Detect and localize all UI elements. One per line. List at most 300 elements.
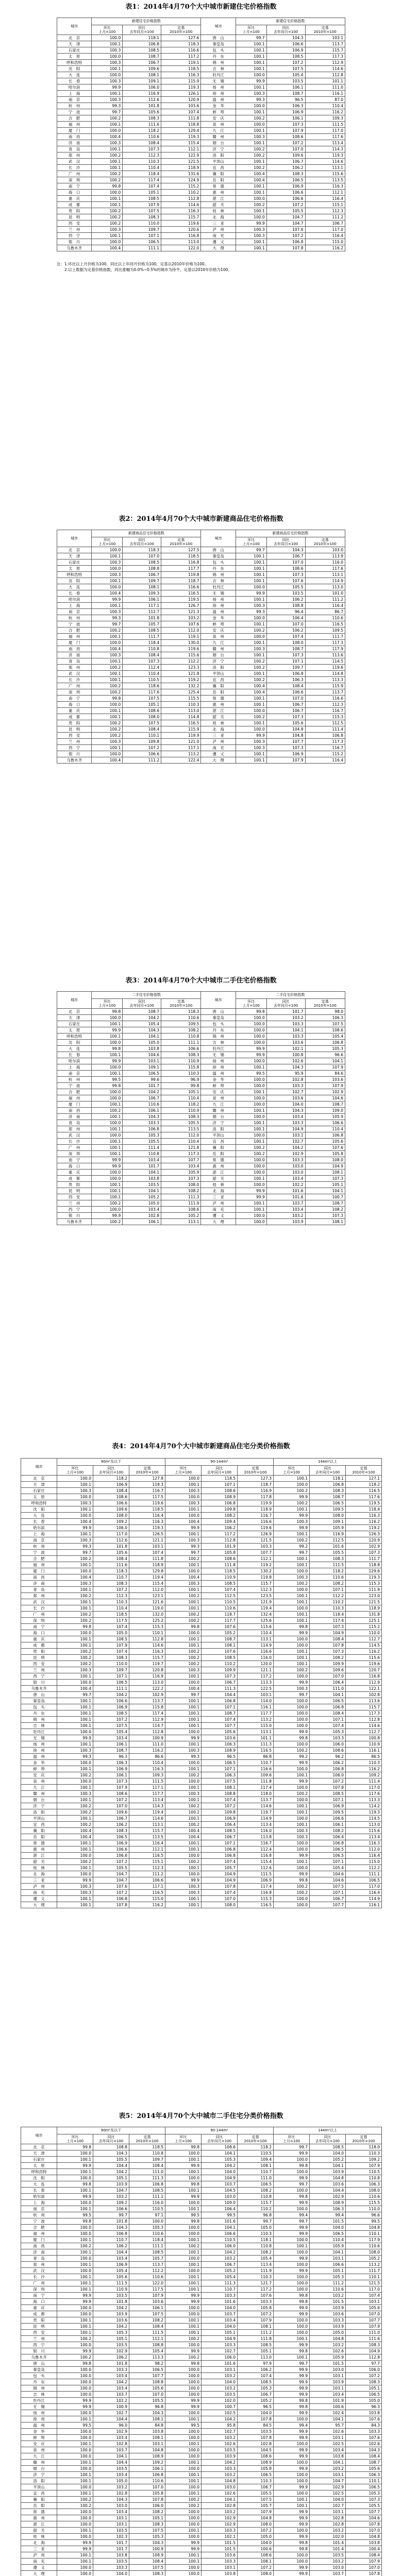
index-value: 106.3 — [346, 2181, 382, 2188]
index-value: 119.3 — [305, 152, 345, 159]
index-value: 109.2 — [129, 2460, 165, 2466]
index-value: 127.5 — [161, 547, 201, 553]
index-value: 99.9 — [92, 1058, 123, 1064]
index-value: 116.7 — [305, 745, 345, 751]
index-value: 105.1 — [123, 702, 161, 708]
index-value: 100.0 — [165, 2200, 202, 2206]
index-value: 100.1 — [274, 1772, 310, 1778]
index-value: 107.9 — [93, 1785, 129, 1791]
index-value: 111.0 — [310, 1686, 346, 1692]
index-value: 116.5 — [161, 720, 201, 726]
index-value: 108.5 — [238, 2379, 274, 2385]
index-value: 100.1 — [92, 202, 123, 208]
index-value: 117.6 — [346, 1791, 382, 1797]
index-value: 99.5 — [165, 2212, 202, 2218]
index-value: 107.8 — [310, 1642, 346, 1649]
table-title: 表2：2014年4月70个大中城市新建商品住宅价格指数 — [119, 515, 283, 523]
index-value: 105.6 — [266, 720, 305, 726]
index-value: 111.1 — [129, 2194, 165, 2200]
index-value: 100.0 — [57, 1513, 93, 1519]
index-value: 100.1 — [165, 2490, 202, 2497]
index-value: 130.2 — [238, 1568, 274, 1574]
index-value: 100.0 — [92, 1095, 123, 1101]
index-value: 118.8 — [161, 122, 201, 128]
index-value: 104.9 — [266, 1126, 305, 1132]
city-name: 广 州 — [21, 2280, 57, 2286]
index-value: 100.0 — [236, 584, 266, 590]
table-row — [57, 1207, 345, 1213]
city-name: 兰 州 — [21, 1667, 57, 1673]
city-name: 南 宁 — [57, 696, 92, 702]
index-value: 112.7 — [123, 609, 161, 615]
index-value: 110.7 — [238, 1760, 274, 1766]
index-value: 104.8 — [266, 726, 305, 733]
index-value: 107.2 — [238, 2311, 274, 2317]
index-value: 99.5 — [57, 2212, 93, 2218]
index-value: 100.1 — [236, 621, 266, 628]
index-value: 117.6 — [305, 134, 345, 140]
index-value: 104.9 — [202, 2175, 238, 2181]
index-value: 105.0 — [93, 2478, 129, 2484]
index-value: 104.1 — [93, 2453, 129, 2460]
index-value: 100.1 — [57, 1482, 93, 1488]
index-value: 99.9 — [274, 1525, 310, 1531]
index-value: 108.3 — [310, 1556, 346, 1562]
index-value: 100.1 — [165, 2460, 202, 2466]
index-value: 104.7 — [93, 2188, 129, 2194]
index-value: 108.1 — [238, 2163, 274, 2169]
index-value: 113.4 — [238, 2262, 274, 2268]
city-name: 沈 阳 — [21, 2175, 57, 2181]
index-value: 99.7 — [165, 1692, 202, 1698]
table-row — [57, 177, 345, 183]
index-value: 108.5 — [266, 54, 305, 60]
index-value: 107.4 — [129, 1550, 165, 1556]
city-name: 南 充 — [201, 233, 236, 239]
city-name: 牡丹江 — [21, 1729, 57, 1735]
index-value: 100.3 — [165, 1667, 202, 1673]
table-row — [21, 2453, 382, 2460]
index-value: 104.4 — [93, 2416, 129, 2422]
index-value: 101.6 — [202, 2299, 238, 2305]
index-value: 100.1 — [236, 702, 266, 708]
index-value: 100.2 — [92, 665, 123, 671]
index-value: 97.9 — [238, 2361, 274, 2367]
index-value: 86.5 — [346, 1754, 382, 1760]
table-row — [57, 1108, 345, 1114]
index-value: 100.0 — [274, 2528, 310, 2534]
index-value: 111.6 — [123, 122, 161, 128]
index-value: 106.3 — [266, 103, 305, 109]
table-row — [21, 2571, 382, 2576]
index-value: 127.8 — [129, 1476, 165, 1482]
index-value: 100.0 — [274, 2552, 310, 2558]
index-value: 101.9 — [202, 1544, 238, 1550]
index-value: 116.1 — [346, 1902, 382, 1908]
table-row — [21, 1772, 382, 1778]
index-value: 103.8 — [202, 2571, 238, 2576]
index-value: 106.8 — [129, 2472, 165, 2478]
table-row — [21, 1642, 382, 1649]
table-row — [57, 208, 345, 214]
index-value: 113.2 — [161, 751, 201, 757]
index-value: 100.1 — [57, 1785, 93, 1791]
index-value: 112.4 — [238, 1846, 274, 1853]
index-value: 100.0 — [165, 2534, 202, 2540]
index-value: 100.1 — [57, 1741, 93, 1748]
index-value: 103.3 — [93, 2367, 129, 2373]
city-name: 牡丹江 — [201, 1046, 236, 1052]
table-row — [57, 553, 345, 560]
index-value: 106.8 — [305, 1132, 345, 1139]
table-row — [21, 2472, 382, 2478]
index-value: 115.9 — [305, 683, 345, 689]
index-value: 112.6 — [93, 1537, 129, 1544]
table-row — [21, 2262, 382, 2268]
index-value: 110.3 — [161, 702, 201, 708]
table-row — [21, 1902, 382, 1908]
index-value: 96.6 — [305, 1052, 345, 1058]
index-value: 107.9 — [346, 2163, 382, 2169]
index-value: 116.8 — [346, 1673, 382, 1680]
index-value: 115.2 — [161, 183, 201, 190]
index-value: 107.0 — [346, 2565, 382, 2571]
table-row — [21, 1809, 382, 1816]
index-value: 100.1 — [92, 677, 123, 683]
index-value: 102.9 — [93, 2429, 129, 2435]
index-value: 106.5 — [346, 1877, 382, 1884]
index-value: 100.1 — [165, 1717, 202, 1723]
index-value: 110.3 — [123, 159, 161, 165]
table-row — [21, 1519, 382, 1525]
index-value: 99.8 — [165, 2361, 202, 2367]
index-value: 100.3 — [92, 609, 123, 615]
index-value: 110.4 — [161, 1139, 201, 1145]
index-value: 106.1 — [129, 2305, 165, 2311]
index-value: 105.7 — [202, 1865, 238, 1871]
index-value: 106.8 — [129, 2181, 165, 2188]
index-value: 99.8 — [92, 183, 123, 190]
index-value: 103.9 — [202, 2453, 238, 2460]
table-row — [57, 572, 345, 578]
index-value: 100.1 — [165, 2188, 202, 2194]
table-row — [21, 2311, 382, 2317]
city-name: 大 连 — [21, 1513, 57, 1519]
index-value: 99.3 — [57, 1544, 93, 1550]
index-value: 103.0 — [202, 2484, 238, 2490]
index-value: 104.6 — [123, 1052, 161, 1058]
index-value: 106.6 — [202, 2231, 238, 2237]
index-value: 103.6 — [310, 2181, 346, 2188]
table-row — [57, 109, 345, 115]
table-note: 注：1.环比以上月价格为100，同比以上年同月价格为100，定基以2010年价格为100。 — [57, 262, 209, 266]
index-value: 119.3 — [161, 134, 201, 140]
index-value: 100.1 — [57, 2237, 93, 2243]
index-value: 102.5 — [310, 2490, 346, 2497]
index-value: 100.1 — [236, 1139, 266, 1145]
index-value: 100.3 — [92, 60, 123, 66]
index-value: 104.1 — [202, 2150, 238, 2157]
table-row — [21, 1859, 382, 1865]
table-row — [21, 1754, 382, 1760]
index-value: 110.5 — [202, 2237, 238, 2243]
index-value: 100.2 — [92, 733, 123, 739]
table-row — [21, 1735, 382, 1741]
index-value: 105.4 — [305, 1033, 345, 1040]
index-value: 106.9 — [202, 1816, 238, 1822]
city-name: 锦 州 — [201, 572, 236, 578]
index-value: 132.0 — [129, 1612, 165, 1618]
column-subheader: 同比 去年同月=100 — [93, 1465, 129, 1475]
index-value: 100.0 — [236, 214, 266, 221]
index-value: 99.9 — [165, 2194, 202, 2200]
index-value: 100.2 — [57, 1859, 93, 1865]
index-value: 100.0 — [165, 2509, 202, 2515]
index-value: 100.1 — [57, 2249, 93, 2256]
index-value: 100.0 — [274, 2478, 310, 2484]
index-value: 102.8 — [93, 2441, 129, 2447]
index-value: 112.8 — [129, 1636, 165, 1642]
index-value: 110.0 — [93, 1661, 129, 1667]
index-value: 100.4 — [57, 1574, 93, 1581]
index-value: 99.4 — [310, 2212, 346, 2218]
index-value: 108.4 — [123, 140, 161, 146]
city-name: 宜 昌 — [201, 165, 236, 171]
index-value: 100.0 — [57, 2447, 93, 2453]
index-value: 100.1 — [57, 1587, 93, 1593]
city-name: 北 海 — [201, 1188, 236, 1194]
index-value: 109.6 — [123, 66, 161, 72]
table-row — [57, 1151, 345, 1157]
index-value: 104.3 — [266, 35, 305, 41]
index-value: 115.7 — [346, 1704, 382, 1710]
index-value: 112.4 — [123, 665, 161, 671]
index-value: 107.0 — [266, 621, 305, 628]
index-value: 107.3 — [123, 658, 161, 665]
index-value: 113.1 — [305, 165, 345, 171]
index-value: 108.2 — [202, 1513, 238, 1519]
index-value: 100.2 — [57, 1618, 93, 1624]
table-row — [21, 1680, 382, 1686]
index-value: 100.2 — [92, 214, 123, 221]
index-value: 100.0 — [92, 1089, 123, 1095]
index-value: 100.2 — [165, 1859, 202, 1865]
index-value: 106.3 — [310, 2206, 346, 2212]
index-value: 100.0 — [274, 1587, 310, 1593]
table-row — [21, 1828, 382, 1834]
index-value: 98.2 — [129, 2361, 165, 2367]
city-name: 丹 东 — [201, 1027, 236, 1033]
index-value: 103.4 — [93, 2472, 129, 2478]
index-value: 100.2 — [236, 165, 266, 171]
city-name: 三 亚 — [201, 221, 236, 227]
index-value: 99.2 — [274, 1754, 310, 1760]
index-value: 98.0 — [305, 1009, 345, 1015]
index-value: 119.0 — [129, 1605, 165, 1612]
index-value: 103.2 — [266, 1213, 305, 1219]
index-value: 99.9 — [274, 2453, 310, 2460]
index-value: 110.3 — [346, 2150, 382, 2157]
index-value: 108.5 — [202, 1581, 238, 1587]
index-value: 111.5 — [93, 2280, 129, 2286]
index-value: 106.5 — [93, 1680, 129, 1686]
index-value: 110.6 — [346, 2194, 382, 2200]
index-value: 118.4 — [346, 1506, 382, 1513]
index-value: 112.8 — [202, 1537, 238, 1544]
index-value: 100.2 — [236, 677, 266, 683]
city-name: 昆 明 — [57, 214, 92, 221]
table-row — [57, 60, 345, 66]
table-row — [21, 2441, 382, 2447]
index-value: 113.3 — [238, 1680, 274, 1686]
city-name: 包 头 — [21, 2373, 57, 2379]
index-value: 100.0 — [92, 751, 123, 757]
city-name: 包 头 — [201, 47, 236, 54]
index-value: 100.0 — [92, 640, 123, 646]
index-value: 117.6 — [123, 689, 161, 696]
index-value: 101.4 — [310, 2546, 346, 2552]
table-title: 表1：2014年4月70个大中城市新建住宅价格指数 — [125, 3, 277, 11]
index-value: 108.4 — [93, 1556, 129, 1562]
index-value: 100.1 — [274, 1822, 310, 1828]
index-value: 103.1 — [346, 2299, 382, 2305]
index-value: 100.2 — [165, 1809, 202, 1816]
index-value: 100.0 — [274, 2286, 310, 2293]
index-value: 99.9 — [165, 2546, 202, 2552]
index-value: 113.1 — [129, 1822, 165, 1828]
index-value: 100.2 — [165, 2336, 202, 2342]
index-value: 104.4 — [202, 1692, 238, 1698]
index-value: 101.7 — [93, 2540, 129, 2546]
table-row — [57, 103, 345, 109]
index-value: 103.1 — [310, 2472, 346, 2478]
index-value: 112.2 — [346, 1865, 382, 1871]
index-value: 107.1 — [202, 1766, 238, 1772]
index-value: 99.8 — [165, 2181, 202, 2188]
index-value: 108.0 — [123, 714, 161, 720]
column-subheader: 定基 2010年=100 — [305, 25, 345, 35]
index-value: 100.0 — [57, 2521, 93, 2528]
index-value: 107.1 — [93, 1673, 129, 1680]
index-value: 105.5 — [238, 2490, 274, 2497]
city-name: 厦 门 — [57, 640, 92, 646]
index-value: 108.4 — [346, 2453, 382, 2460]
index-value: 103.1 — [238, 1692, 274, 1698]
index-value: 100.3 — [165, 1884, 202, 1890]
index-value: 100.0 — [236, 1033, 266, 1040]
index-value: 106.2 — [266, 628, 305, 634]
index-value: 103.3 — [202, 2528, 238, 2534]
table-row — [21, 1686, 382, 1692]
index-value: 100.0 — [236, 103, 266, 109]
index-value: 99.9 — [274, 2373, 310, 2379]
index-value: 105.0 — [238, 2534, 274, 2540]
index-value: 101.1 — [305, 78, 345, 84]
index-value: 99.7 — [238, 2218, 274, 2225]
index-value: 106.2 — [93, 2243, 129, 2249]
city-name: 韶 关 — [201, 714, 236, 720]
index-value: 108.8 — [129, 2379, 165, 2385]
index-value: 107.6 — [266, 227, 305, 233]
table-row — [21, 2460, 382, 2466]
table-row — [21, 2150, 382, 2157]
index-value: 99.9 — [274, 2509, 310, 2515]
index-value: 100.2 — [165, 1556, 202, 1562]
index-value: 109.8 — [202, 1506, 238, 1513]
index-value: 99.7 — [93, 2212, 129, 2218]
table-row — [57, 566, 345, 572]
city-name: 北 海 — [201, 214, 236, 221]
index-value: 108.7 — [123, 1009, 161, 1015]
index-value: 123.0 — [346, 1593, 382, 1599]
index-value: 100.2 — [92, 1219, 123, 1225]
table-row — [21, 1692, 382, 1698]
index-value: 100.1 — [165, 2330, 202, 2336]
city-name: 南 京 — [57, 1071, 92, 1077]
city-name: 锦 州 — [21, 2385, 57, 2392]
index-value: 100.1 — [165, 1587, 202, 1593]
index-value: 119.9 — [238, 1500, 274, 1506]
index-value: 107.2 — [93, 1717, 129, 1723]
city-name: 银 川 — [21, 2348, 57, 2354]
index-value: 100.1 — [165, 1673, 202, 1680]
index-value: 99.9 — [274, 2515, 310, 2521]
index-value: 117.0 — [346, 1884, 382, 1890]
city-name: 温 州 — [201, 1071, 236, 1077]
index-value: 99.5 — [165, 2422, 202, 2429]
index-value: 100.1 — [165, 2274, 202, 2280]
table-title: 表3：2014年4月70个大中城市二手住宅价格指数 — [125, 977, 277, 985]
index-value: 105.0 — [238, 2225, 274, 2231]
index-value: 115.5 — [161, 696, 201, 702]
table-row — [21, 2299, 382, 2305]
city-name: 湛 江 — [201, 708, 236, 714]
index-value: 100.1 — [57, 2274, 93, 2280]
index-value: 106.6 — [161, 1046, 201, 1052]
index-value: 96.9 — [161, 1077, 201, 1083]
index-value: 101.1 — [238, 1735, 274, 1741]
city-name: 长 沙 — [57, 165, 92, 171]
index-value: 112.9 — [305, 60, 345, 66]
index-value: 100.2 — [92, 208, 123, 214]
index-value: 100.2 — [165, 1772, 202, 1778]
index-value: 100.1 — [274, 2503, 310, 2509]
index-value: 116.7 — [238, 1840, 274, 1846]
index-value: 119.2 — [161, 677, 201, 683]
city-name: 大 理 — [201, 245, 236, 251]
index-value: 115.2 — [305, 751, 345, 757]
index-value: 101.8 — [123, 103, 161, 109]
table-row — [57, 739, 345, 745]
index-value: 118.2 — [310, 1568, 346, 1574]
index-value: 108.8 — [93, 2144, 129, 2150]
index-value: 100.4 — [92, 646, 123, 652]
index-value: 102.8 — [266, 1077, 305, 1083]
index-value: 107.9 — [93, 1642, 129, 1649]
city-name: 吉 林 — [201, 1040, 236, 1046]
city-name: 南 宁 — [57, 183, 92, 190]
index-value: 103.5 — [310, 2552, 346, 2558]
index-value: 105.6 — [202, 1729, 238, 1735]
index-value: 116.2 — [129, 1902, 165, 1908]
index-value: 99.9 — [92, 1157, 123, 1163]
city-name: 泉 州 — [21, 1778, 57, 1785]
index-value: 105.4 — [129, 2348, 165, 2354]
index-value: 100.0 — [165, 2392, 202, 2398]
city-name: 徐 州 — [201, 91, 236, 97]
index-value: 99.9 — [274, 2410, 310, 2416]
index-value: 113.0 — [238, 2354, 274, 2361]
